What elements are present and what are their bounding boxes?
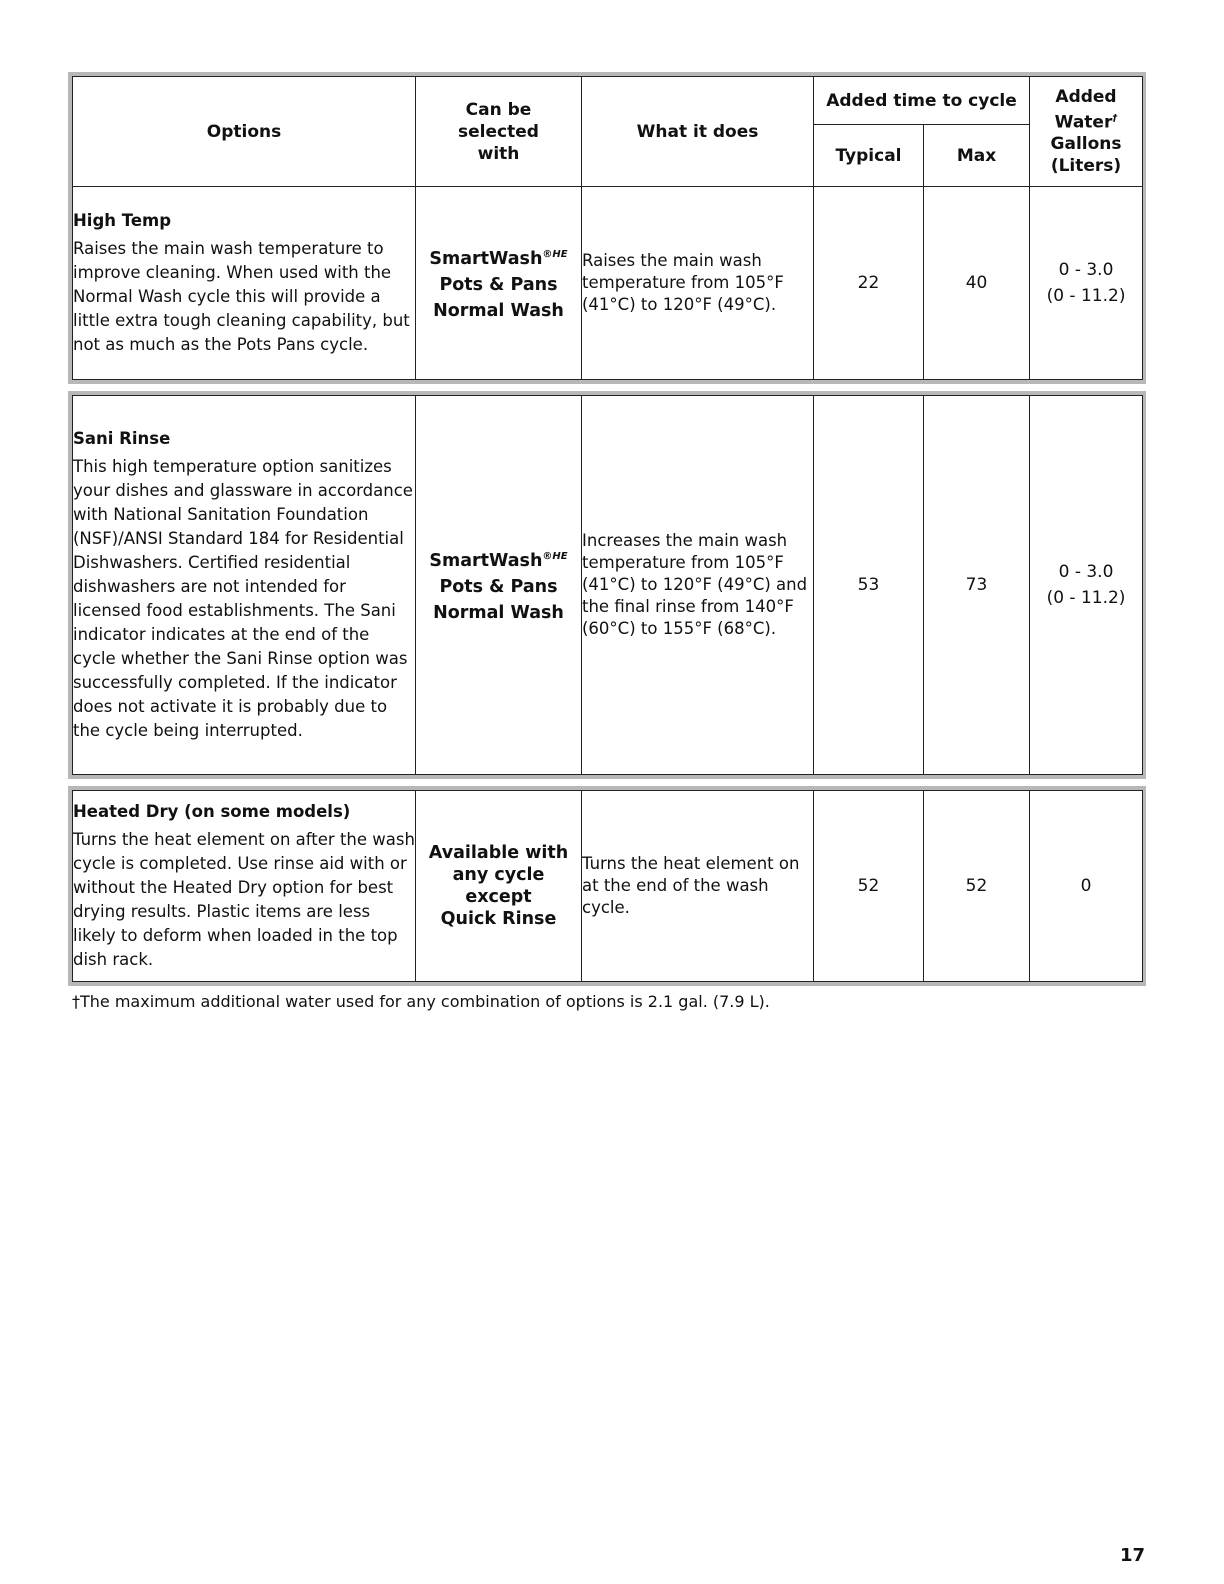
header-max: Max [924,125,1030,187]
cycle-name: Pots & Pans [439,576,558,597]
option-cell [73,187,416,380]
options-table-section-1 [68,72,1146,384]
cycle-name: Normal Wash [433,602,564,623]
header-typical: Typical [814,125,924,187]
water-cell [1030,396,1143,775]
typical-cell: 22 [814,187,924,380]
header-water-line4: (Liters) [1050,156,1122,177]
cycle-name: SmartWash$^{®HE}$ [429,248,568,269]
header-options: Options [73,77,416,187]
water-liters: (0 - 11.2) [1046,588,1126,608]
cycle-text: Available with [428,843,569,863]
cycle-text: Quick Rinse [440,909,557,929]
what-it-does-cell: Raises the main wash temperature from 105°F (41°C) to 120°F (49°C). [582,187,814,380]
option-title: High Temp [73,211,172,230]
what-it-does-cell: Turns the heat element on at the end of the wash cycle. [582,791,814,982]
table-row [73,396,1143,775]
cycle-text: any cycle [452,865,545,885]
option-description: This high temperature option sanitizes your dishes and glassware in accordance with National Sanitation Foundation (NSF)/ANSI Standard 184 for Residential Dishwashers. Certified residential dishwashers are not intended for licensed food establishments. The Sani indicator indicates at the end of the cycle whether the Sani Rinse option was successfully completed. If the indicator does not activate it is probably due to the cycle being interrupted. [73,457,413,740]
cycle-name: Pots & Pans [439,274,558,295]
header-added-time: Added time to cycle [814,77,1030,125]
options-table-section-2 [68,391,1146,779]
options-table [72,790,1143,982]
what-it-does-cell: Increases the main wash temperature from 105°F (41°C) to 120°F (49°C) and the final rinse from 140°F (60°C) to 155°F (68°C). [582,396,814,775]
water-cell: 0 [1030,791,1143,982]
options-table [72,76,1143,380]
page-number: 17 [1120,1545,1146,1566]
cycle-name: SmartWash$^{®HE}$ [429,550,568,571]
header-what-it-does: What it does [582,77,814,187]
options-table [72,395,1143,775]
selected-with-cell [416,791,582,982]
water-cell [1030,187,1143,380]
header-water-line3: Gallons [1050,134,1122,155]
header-water-line2: Water [1054,112,1113,133]
header-added-water [1030,77,1143,187]
selected-with-cell [416,187,582,380]
dagger-mark: † [1112,112,1118,124]
footnote: †The maximum additional water used for any combination of options is 2.1 gal. (7.9 L). [72,992,770,1011]
cycle-name: Normal Wash [433,300,564,321]
option-cell [73,396,416,775]
option-cell [73,791,416,982]
max-cell: 52 [924,791,1030,982]
table-row [73,791,1143,982]
header-water-line1: Added [1055,86,1117,107]
option-title: Sani Rinse [73,429,171,448]
typical-cell: 52 [814,791,924,982]
water-gallons: 0 - 3.0 [1058,260,1114,280]
header-selected-with: Can be selected with [416,77,582,187]
max-cell: 73 [924,396,1030,775]
typical-cell: 53 [814,396,924,775]
max-cell: 40 [924,187,1030,380]
table-row [73,187,1143,380]
selected-with-cell [416,396,582,775]
cycle-text: except [465,887,532,907]
option-description: Turns the heat element on after the wash cycle is completed. Use rinse aid with or without the Heated Dry option for best drying results. Plastic items are less likely to deform when loaded in the top dish rack. [73,830,415,969]
option-title: Heated Dry (on some models) [73,802,351,821]
options-table-section-3 [68,786,1146,986]
option-description: Raises the main wash temperature to improve cleaning. When used with the Normal Wash cycle this will provide a little extra tough cleaning capability, but not as much as the Pots Pans cycle. [73,239,410,354]
water-liters: (0 - 11.2) [1046,286,1126,306]
water-gallons: 0 - 3.0 [1058,562,1114,582]
